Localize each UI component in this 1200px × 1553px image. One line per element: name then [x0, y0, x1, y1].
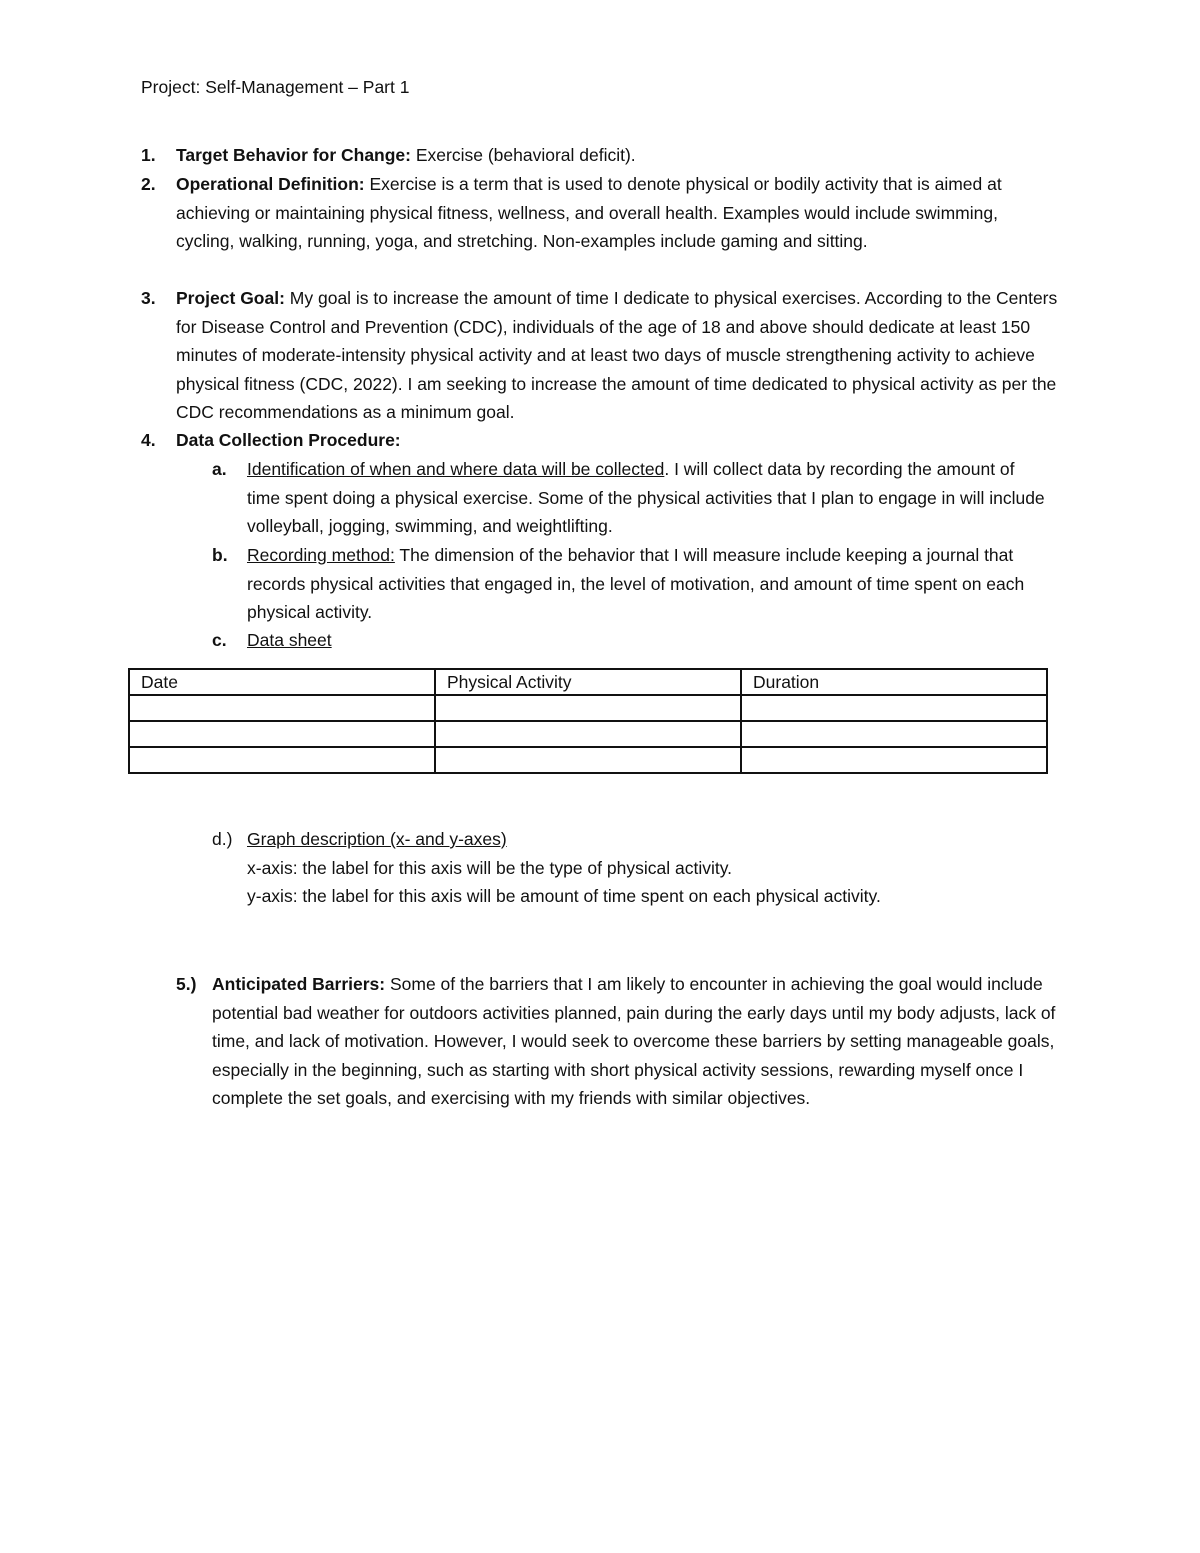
item-label: Target Behavior for Change:: [176, 145, 411, 165]
item-text: Exercise (behavioral deficit).: [411, 145, 636, 165]
subitem-heading: Identification of when and where data will be collected: [247, 459, 665, 479]
graph-y-axis: y-axis: the label for this axis will be amount of time spent on each physical activity.: [247, 886, 881, 906]
table-cell: [129, 695, 435, 721]
table-cell: [741, 695, 1047, 721]
item-number: 3.: [141, 288, 156, 308]
table-row: [129, 695, 1047, 721]
table-cell: [741, 721, 1047, 747]
item-body: [212, 970, 1056, 1113]
item-body: [176, 284, 1061, 427]
graph-body: [247, 825, 1052, 911]
graph-x-axis: x-axis: the label for this axis will be the type of physical activity.: [247, 857, 733, 878]
data-sheet-table: [128, 668, 1048, 774]
subitem-body: [247, 455, 1052, 541]
table-cell: [435, 747, 741, 773]
item-label: Project Goal:: [176, 288, 285, 308]
subitem-letter: c.: [212, 630, 227, 650]
table-cell: [129, 747, 435, 773]
subitem-text: The dimension of the behavior that I will measure include keeping a journal that records physical activities that engaged in, the level of motivation, and amount of time spent on each physical activity.: [247, 545, 1025, 622]
item-label: Operational Definition:: [176, 174, 365, 194]
subitem-heading: Data sheet: [247, 630, 332, 650]
item-label: Data Collection Procedure:: [176, 430, 401, 450]
subitem-heading: Recording method:: [247, 545, 395, 565]
table-cell: [435, 695, 741, 721]
table-cell: [435, 721, 741, 747]
item-text: Some of the barriers that I am likely to encounter in achieving the goal would include potential bad weather for outdoors activities planned, pain during the early days until my body adjusts, lack of time, and lack of motivation. However, I would seek to overcome these barriers by setting manageable goals, especially in the beginning, such as starting with short physical activity sessions, rewarding myself once I complete the set goals, and exercising with my friends with similar objectives.: [212, 974, 1056, 1108]
item-number: 4.: [141, 430, 156, 450]
item-body: [176, 170, 1061, 256]
item-number: 5.): [176, 974, 197, 994]
item-text: My goal is to increase the amount of time I dedicate to physical exercises. According to the Centers for Disease Control and Prevention (CDC), individuals of the age of 18 and above should dedicate at least 150 minutes of moderate-intensity physical activity and at least two days of muscle strengthening activity to achieve physical fitness (CDC, 2022). I am seeking to increase the amount of time dedicated to physical activity as per the CDC recommendations as a minimum goal.: [176, 288, 1058, 422]
item-label: Anticipated Barriers:: [212, 974, 386, 994]
item-body: [176, 426, 1061, 455]
table-cell: [129, 721, 435, 747]
table-header-duration: Duration: [741, 669, 1047, 695]
table-row: [129, 721, 1047, 747]
item-number: 1.: [141, 145, 156, 165]
item-text: Exercise is a term that is used to denote physical or bodily activity that is aimed at achieving or maintaining physical fitness, wellness, and overall health. Examples would include swimming, cycling, walking, running, yoga, and stretching. Non-examples include gaming and sitting.: [176, 174, 1002, 251]
subitem-body: [247, 626, 1052, 655]
subitem-letter: a.: [212, 459, 227, 479]
table-cell: [741, 747, 1047, 773]
table-header-row: [129, 669, 1047, 695]
item-number: 2.: [141, 174, 156, 194]
table-header-physical-activity: Physical Activity: [435, 669, 741, 695]
table-row: [129, 747, 1047, 773]
subitem-text: . I will collect data by recording the amount of time spent doing a physical exercise. Some of the physical activities that I plan to engage in will include volleyball, jogging, swimming, and weightlifting.: [247, 459, 1045, 536]
graph-heading: Graph description (x- and y-axes): [247, 829, 507, 849]
subitem-body: [247, 541, 1052, 627]
document-title: Project: Self-Management – Part 1: [141, 77, 410, 97]
graph-letter: d.): [212, 829, 233, 849]
item-body: [176, 141, 1061, 170]
table-header-date: Date: [129, 669, 435, 695]
subitem-letter: b.: [212, 545, 228, 565]
